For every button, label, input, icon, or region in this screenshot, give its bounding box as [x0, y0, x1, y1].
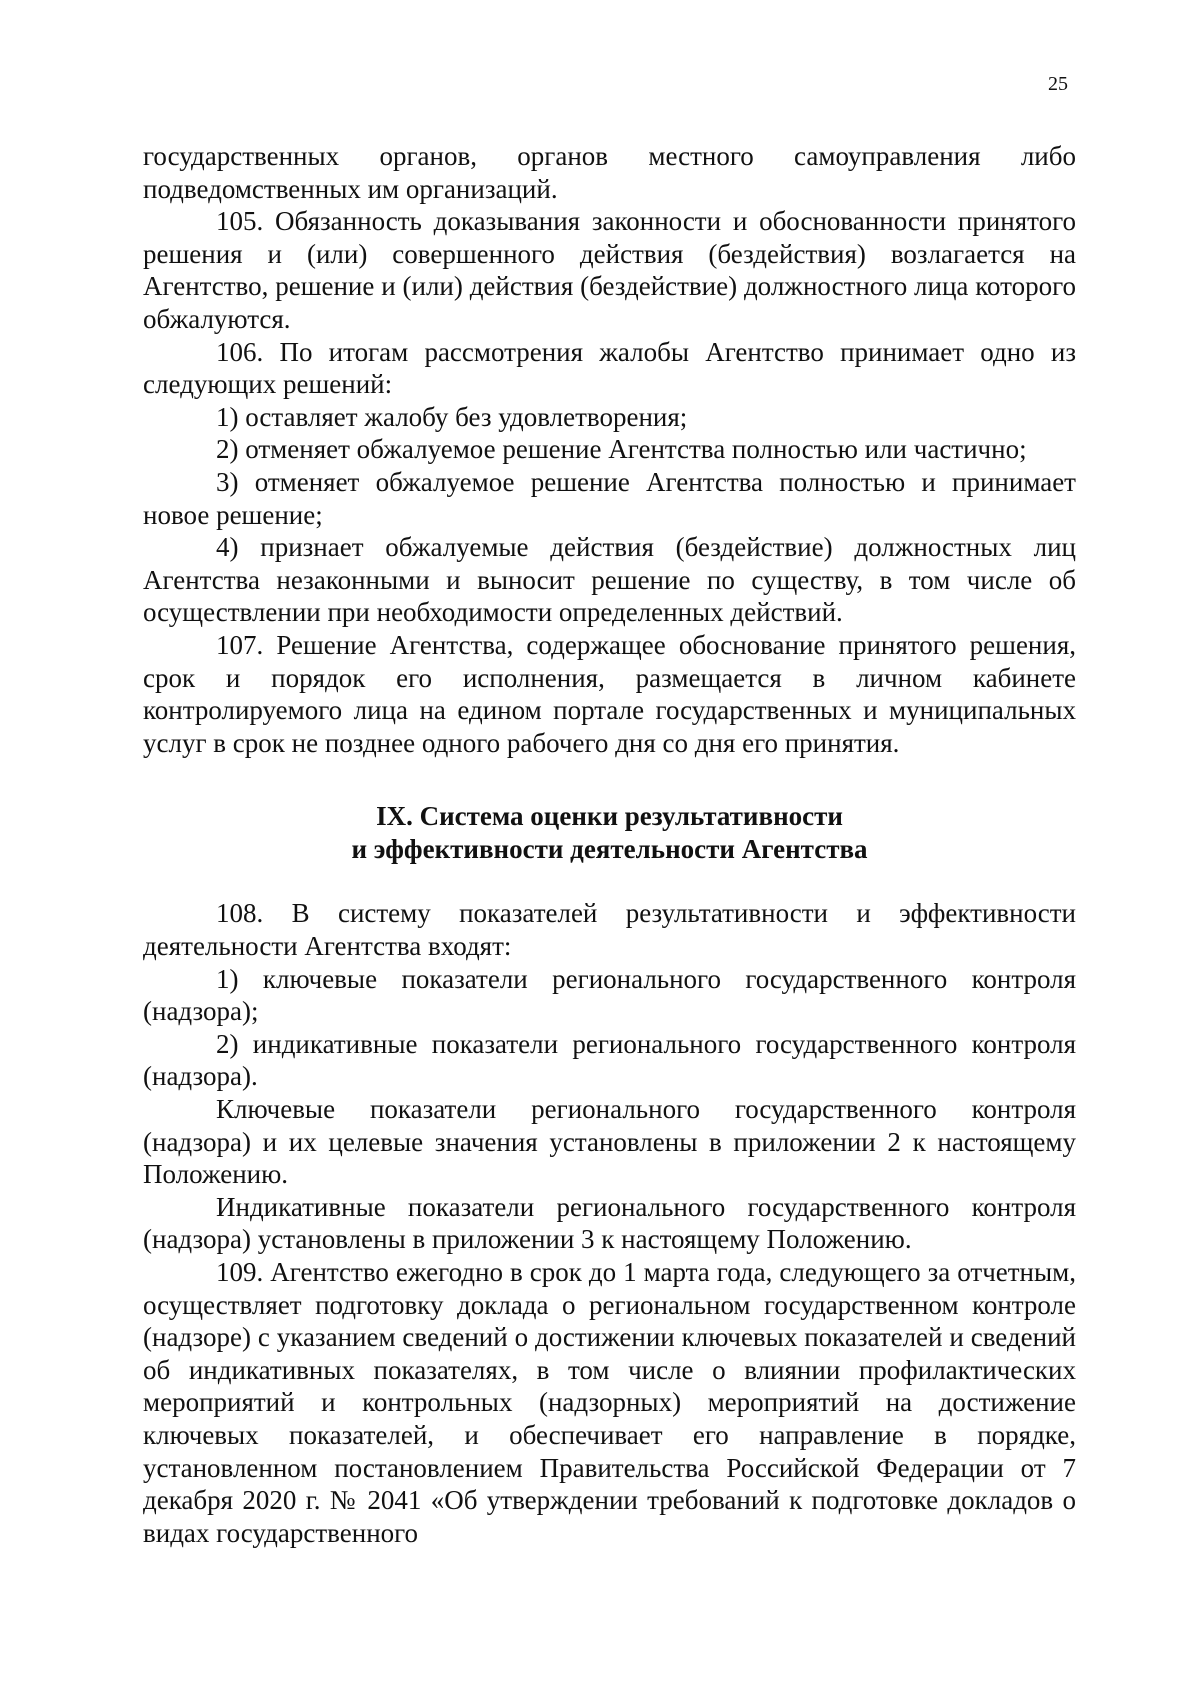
paragraph: 107. Решение Агентства, содержащее обоснование принятого решения, срок и порядок его исполнения, размещается в личном кабинете контролируемого лица на едином портале государственных и муниципальных услуг в срок не позднее одного рабочего дня со дня его принятия. — [143, 629, 1076, 758]
paragraph: 4) признает обжалуемые действия (бездействие) должностных лиц Агентства незаконными и выносит решение по существу, в том числе об осуществлении при необходимости определенных действий. — [143, 532, 1076, 628]
paragraph: государственных органов, органов местного самоуправления либо подведомственных им организаций. — [143, 141, 1076, 204]
paragraph: 109. Агентство ежегодно в срок до 1 марта года, следующего за отчетным, осуществляет подготовку доклада о региональном государственном контроле (надзоре) с указанием сведений о достижении ключевых показателей и сведений об индикативных показателях, в том числе о влиянии профилактических мероприятий и контрольных (надзорных) мероприятий на достижение ключевых показателей, и обеспечивает его направление в порядке, установленном постановлением Правительства Российской Федерации от 7 декабря 2020 г. № 2041 «Об утверждении требований к подготовке докладов о видах государственного — [143, 1257, 1076, 1548]
paragraph: Индикативные показатели регионального государственного контроля (надзора) установлены в приложении 3 к настоящему Положению. — [143, 1191, 1076, 1255]
paragraph: 1) ключевые показатели регионального государственного контроля (надзора); — [143, 963, 1076, 1027]
page-number: 25 — [1048, 73, 1068, 95]
section-heading-line-2: и эффективности деятельности Агентства — [351, 833, 868, 864]
document-body — [143, 140, 1076, 1549]
paragraph: 2) отменяет обжалуемое решение Агентства полностью или частично; — [216, 434, 1027, 465]
paragraph: 1) оставляет жалобу без удовлетворения; — [216, 401, 688, 432]
paragraph: Ключевые показатели регионального государственного контроля (надзора) и их целевые значения установлены в приложении 2 к настоящему Положению. — [143, 1094, 1076, 1190]
paragraph: 2) индикативные показатели регионального государственного контроля (надзора). — [143, 1028, 1076, 1092]
section-heading-line-1: IX. Система оценки результативности — [376, 801, 843, 832]
section-heading — [143, 800, 1076, 865]
paragraph: 105. Обязанность доказывания законности и обоснованности принятого решения и (или) совершенного действия (бездействия) возлагается на Агентство, решение и (или) действия (бездействие) должностного лица которого обжалуются. — [143, 206, 1076, 334]
paragraph: 106. По итогам рассмотрения жалобы Агентство принимает одно из следующих решений: — [143, 336, 1076, 400]
paragraph: 3) отменяет обжалуемое решение Агентства полностью и принимает новое решение; — [143, 466, 1076, 530]
paragraphs-after-section — [143, 897, 1076, 1549]
paragraphs-before-section — [143, 140, 1076, 759]
paragraph: 108. В систему показателей результативности и эффективности деятельности Агентства входят: — [143, 898, 1076, 962]
